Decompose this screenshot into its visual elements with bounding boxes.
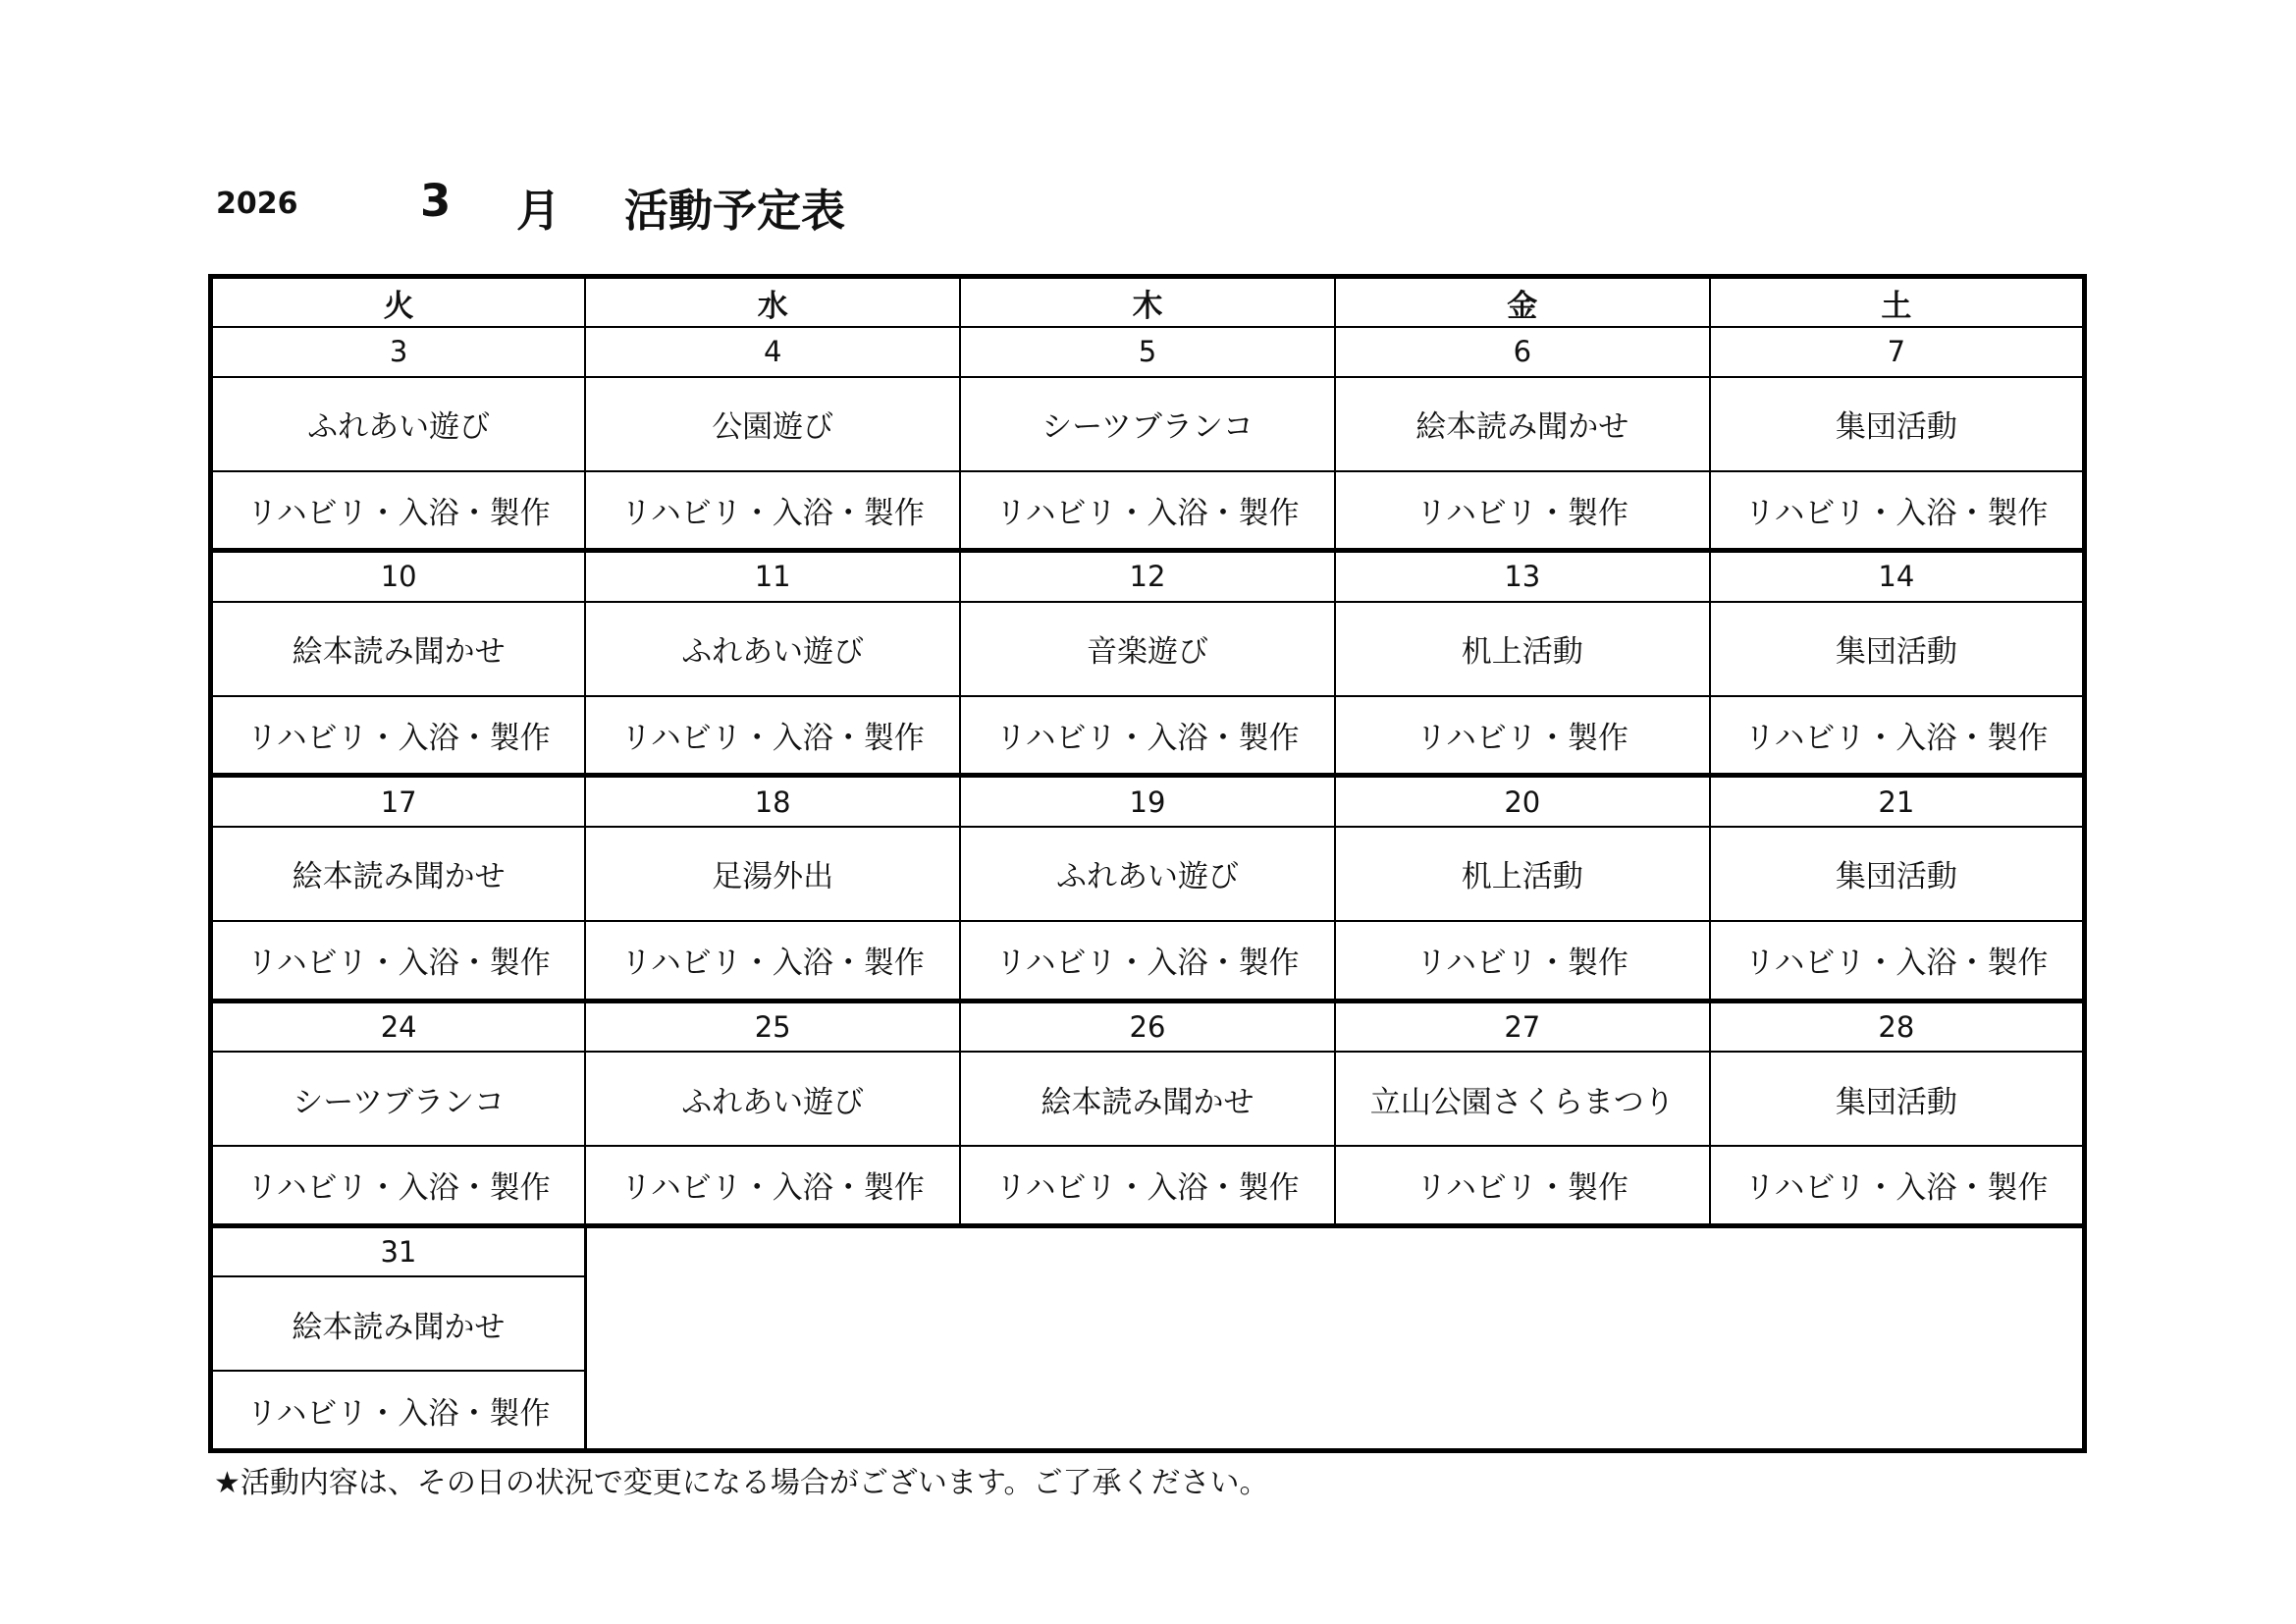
day-activity: 公園遊び <box>585 377 960 471</box>
day-date: 14 <box>1710 551 2085 602</box>
page-title <box>0 173 2296 242</box>
day-date: 10 <box>211 551 586 602</box>
day-activity: ふれあい遊び <box>585 1052 960 1146</box>
day-date: 26 <box>960 1001 1335 1052</box>
day-date: 27 <box>1335 1001 1710 1052</box>
day-date: 31 <box>211 1225 586 1276</box>
week-3-activity-row <box>211 827 2085 921</box>
title-label: 活動予定表 <box>624 185 846 237</box>
day-activity: 机上活動 <box>1335 827 1710 921</box>
day-date: 12 <box>960 551 1335 602</box>
day-routine: リハビリ・入浴・製作 <box>585 471 960 551</box>
day-routine: リハビリ・入浴・製作 <box>211 921 586 1001</box>
week-2-routine-row <box>211 696 2085 776</box>
day-activity: 絵本読み聞かせ <box>1335 377 1710 471</box>
weekday-tue: 火 <box>211 277 586 328</box>
day-routine: リハビリ・入浴・製作 <box>1710 921 2085 1001</box>
day-activity: 集団活動 <box>1710 827 2085 921</box>
week-4-routine-row <box>211 1146 2085 1225</box>
day-routine: リハビリ・入浴・製作 <box>211 1146 586 1225</box>
day-activity: シーツブランコ <box>211 1052 586 1146</box>
day-activity: 机上活動 <box>1335 602 1710 696</box>
day-routine: リハビリ・入浴・製作 <box>960 471 1335 551</box>
day-activity: 音楽遊び <box>960 602 1335 696</box>
day-date: 6 <box>1335 327 1710 376</box>
week-4-activity-row <box>211 1052 2085 1146</box>
day-routine: リハビリ・入浴・製作 <box>585 696 960 776</box>
schedule-table <box>208 274 2087 1453</box>
week-1-routine-row <box>211 471 2085 551</box>
day-routine: リハビリ・入浴・製作 <box>1710 471 2085 551</box>
title-month-unit: 月 <box>516 185 561 237</box>
footer-note: ★活動内容は、その日の状況で変更になる場合がございます。ご了承ください。 <box>214 1466 1269 1500</box>
day-routine: リハビリ・入浴・製作 <box>960 1146 1335 1225</box>
day-routine: リハビリ・製作 <box>1335 696 1710 776</box>
week-2-date-row <box>211 551 2085 602</box>
day-activity: 絵本読み聞かせ <box>211 827 586 921</box>
week-3-date-row <box>211 776 2085 827</box>
week-2-activity-row <box>211 602 2085 696</box>
day-activity: ふれあい遊び <box>585 602 960 696</box>
day-date: 28 <box>1710 1001 2085 1052</box>
day-routine: リハビリ・製作 <box>1335 471 1710 551</box>
day-date: 18 <box>585 776 960 827</box>
weekday-sat: 土 <box>1710 277 2085 328</box>
day-date: 11 <box>585 551 960 602</box>
day-activity: 集団活動 <box>1710 377 2085 471</box>
day-routine: リハビリ・入浴・製作 <box>585 921 960 1001</box>
day-routine: リハビリ・入浴・製作 <box>211 471 586 551</box>
day-routine: リハビリ・製作 <box>1335 1146 1710 1225</box>
week-1-date-row <box>211 327 2085 376</box>
day-date: 24 <box>211 1001 586 1052</box>
title-month: 3 <box>420 175 452 227</box>
week-1-activity-row <box>211 377 2085 471</box>
day-routine: リハビリ・入浴・製作 <box>585 1146 960 1225</box>
day-activity: 絵本読み聞かせ <box>211 602 586 696</box>
day-activity: 集団活動 <box>1710 602 2085 696</box>
title-year: 2026 <box>216 187 298 221</box>
day-date: 17 <box>211 776 586 827</box>
day-activity: 足湯外出 <box>585 827 960 921</box>
week-5-date-row <box>211 1225 2085 1276</box>
day-date: 13 <box>1335 551 1710 602</box>
day-activity: 集団活動 <box>1710 1052 2085 1146</box>
weekday-wed: 水 <box>585 277 960 328</box>
day-date: 20 <box>1335 776 1710 827</box>
day-routine: リハビリ・入浴・製作 <box>960 696 1335 776</box>
day-routine: リハビリ・入浴・製作 <box>211 696 586 776</box>
weekday-thu: 木 <box>960 277 1335 328</box>
day-activity: ふれあい遊び <box>960 827 1335 921</box>
day-date: 7 <box>1710 327 2085 376</box>
weekday-header-row <box>211 277 2085 328</box>
day-date: 25 <box>585 1001 960 1052</box>
day-date: 19 <box>960 776 1335 827</box>
day-activity: シーツブランコ <box>960 377 1335 471</box>
day-activity: 立山公園さくらまつり <box>1335 1052 1710 1146</box>
day-routine: リハビリ・製作 <box>1335 921 1710 1001</box>
day-date: 3 <box>211 327 586 376</box>
day-date: 4 <box>585 327 960 376</box>
day-date: 5 <box>960 327 1335 376</box>
day-activity: ふれあい遊び <box>211 377 586 471</box>
day-routine: リハビリ・入浴・製作 <box>960 921 1335 1001</box>
day-activity: 絵本読み聞かせ <box>211 1276 586 1371</box>
empty-area <box>585 1225 2084 1450</box>
weekday-fri: 金 <box>1335 277 1710 328</box>
day-routine: リハビリ・入浴・製作 <box>1710 1146 2085 1225</box>
week-4-date-row <box>211 1001 2085 1052</box>
week-3-routine-row <box>211 921 2085 1001</box>
day-date: 21 <box>1710 776 2085 827</box>
day-activity: 絵本読み聞かせ <box>960 1052 1335 1146</box>
day-routine: リハビリ・入浴・製作 <box>211 1371 586 1450</box>
day-routine: リハビリ・入浴・製作 <box>1710 696 2085 776</box>
